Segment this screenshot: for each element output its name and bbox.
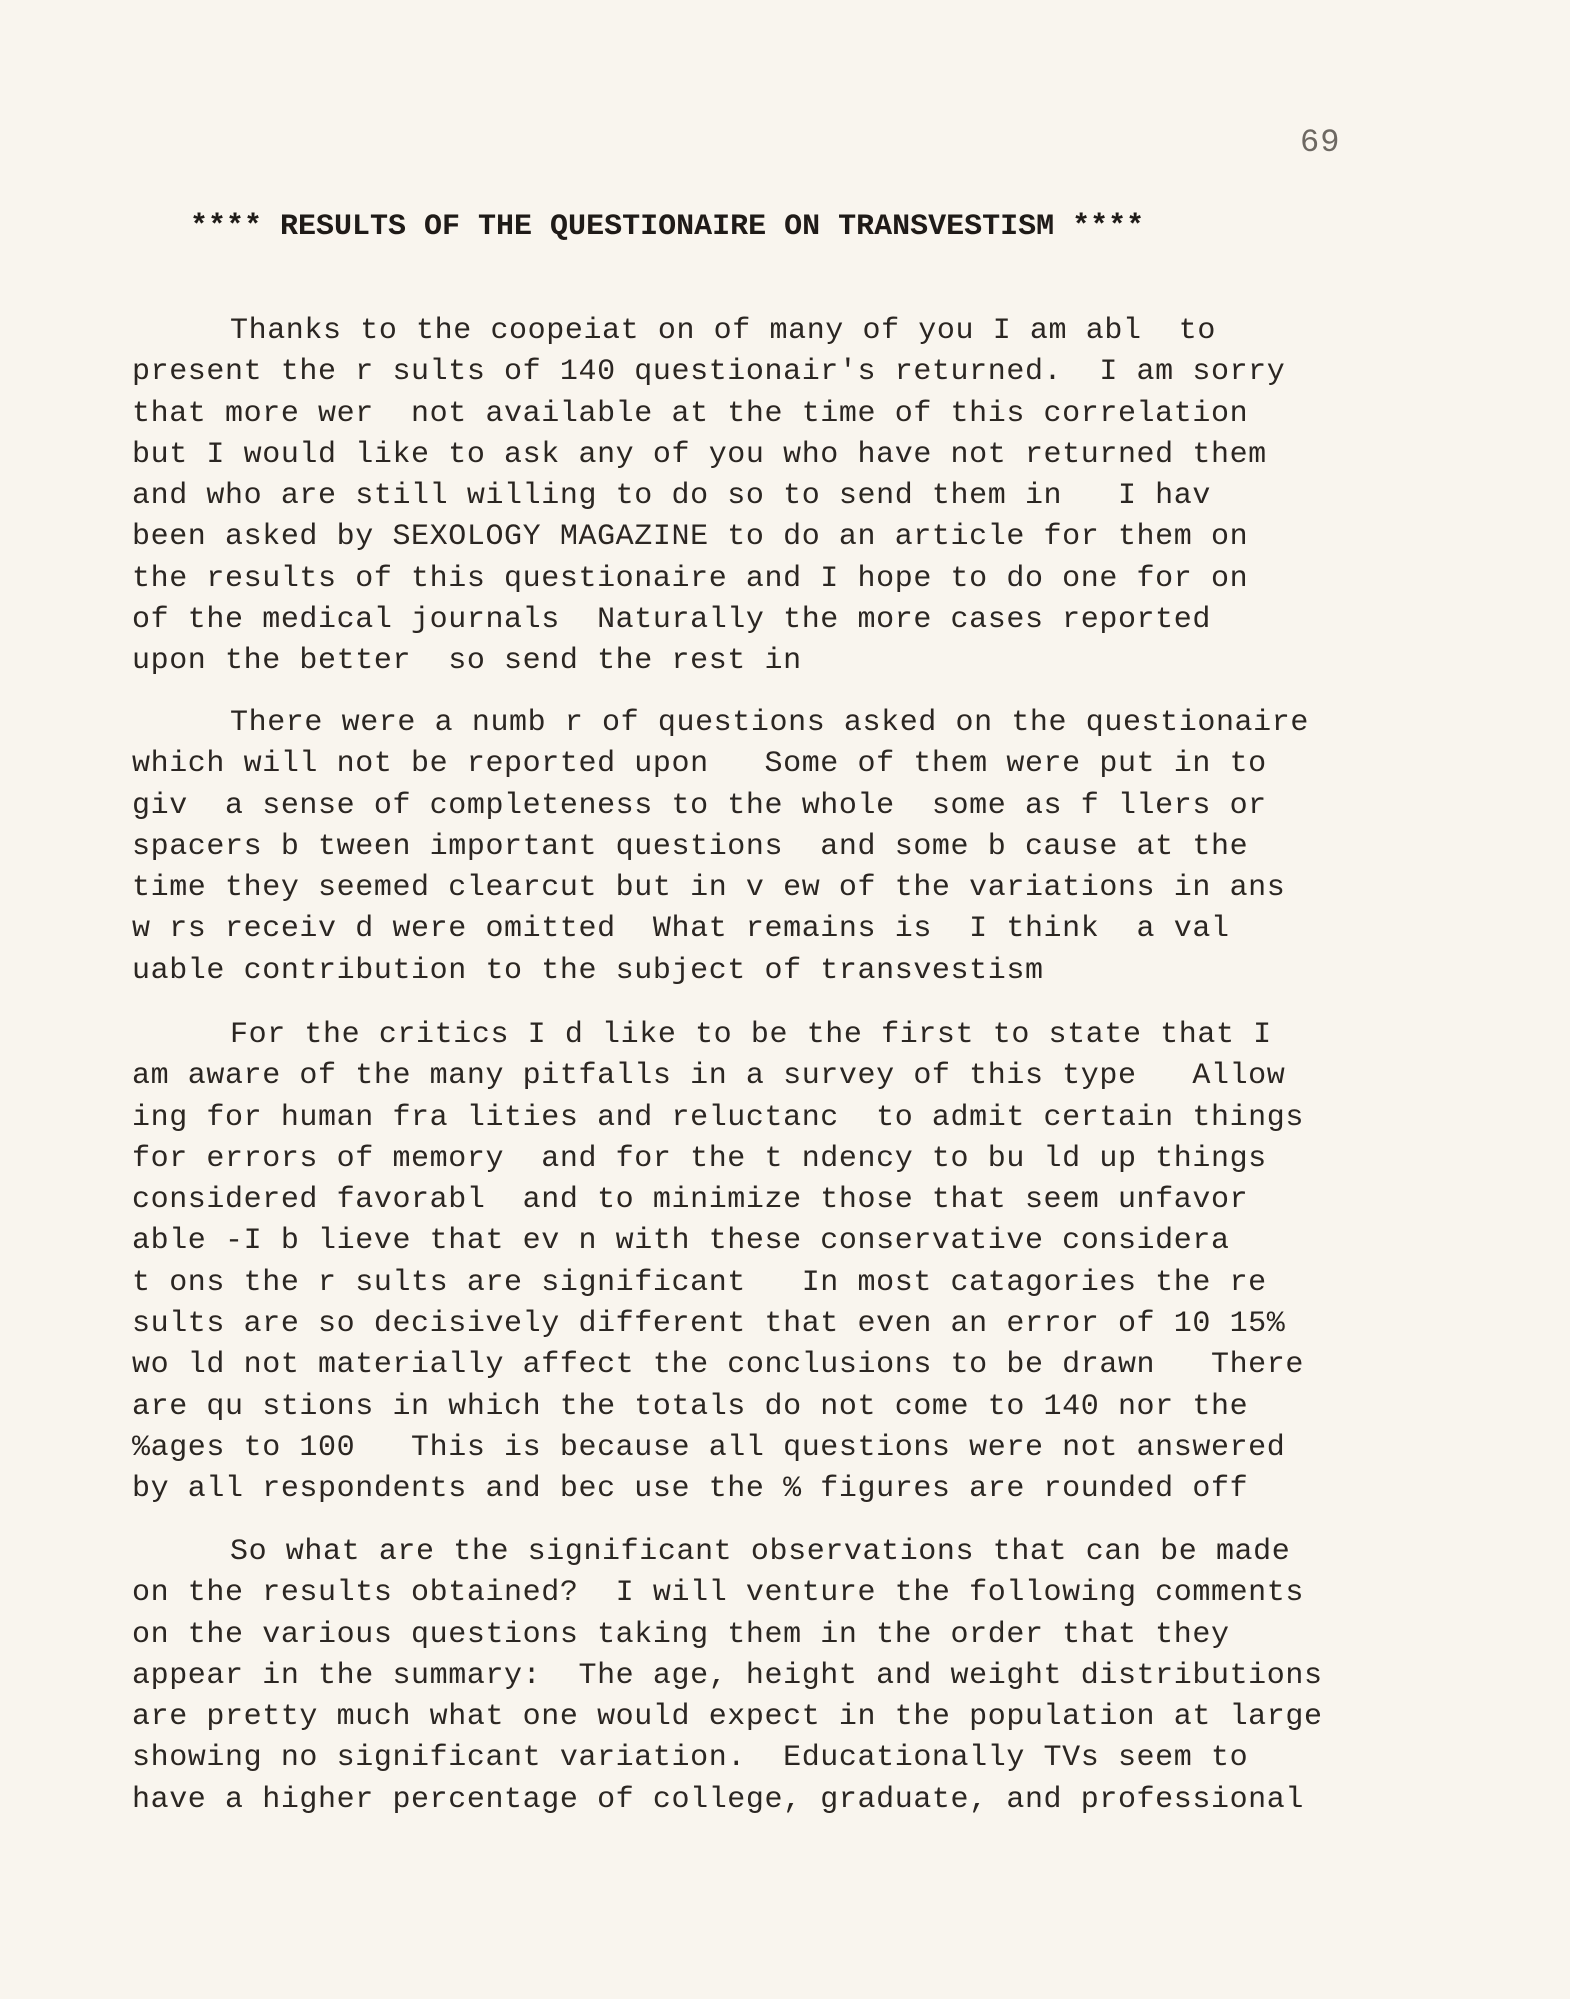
text-line: wo ld not materially affect the conclusions to be drawn There xyxy=(132,1348,1304,1383)
text-line: There were a numb r of questions asked on the questionaire xyxy=(230,706,1309,740)
text-line: and who are still willing to do so to send them in I hav xyxy=(132,479,1211,514)
text-line: giv a sense of completeness to the whole some as f llers or xyxy=(132,788,1267,823)
text-line: am aware of the many pitfalls in a survey of this type Allow xyxy=(132,1059,1286,1094)
text-line: So what are the significant observations that can be made xyxy=(230,1535,1291,1569)
text-line: for errors of memory and for the t ndency to bu ld up things xyxy=(132,1141,1267,1176)
page-number: 69 xyxy=(1300,124,1341,161)
text-line: that more wer not available at the time of this correlation xyxy=(132,396,1249,431)
text-line: ing for human fra lities and reluctanc to admit certain things xyxy=(132,1100,1304,1135)
text-line: present the r sults of 140 questionair's returned. I am sorry xyxy=(132,355,1286,390)
text-line: showing no significant variation. Educationally TVs seem to xyxy=(132,1741,1249,1776)
text-line: but I would like to ask any of you who have not returned them xyxy=(132,437,1267,472)
text-line: on the results obtained? I will venture the following comments xyxy=(132,1576,1304,1611)
paragraph-2 xyxy=(132,703,1472,992)
text-line: sults are so decisively different that even an error of 10 15% xyxy=(132,1307,1286,1342)
text-line: w rs receiv d were omitted What remains is I think a val xyxy=(132,912,1230,947)
page-title: **** RESULTS OF THE QUESTIONAIRE ON TRANSVESTISM **** xyxy=(190,210,1145,244)
text-line: by all respondents and bec use the % figures are rounded off xyxy=(132,1472,1249,1507)
text-line: spacers b tween important questions and some b cause at the xyxy=(132,829,1249,864)
text-line: able -I b lieve that ev n with these conservative considera xyxy=(132,1224,1230,1259)
text-line: appear in the summary: The age, height and weight distributions xyxy=(132,1658,1323,1693)
text-line: on the various questions taking them in the order that they xyxy=(132,1617,1230,1652)
text-line: uable contribution to the subject of transvestism xyxy=(132,953,1044,988)
paragraph-4 xyxy=(132,1532,1472,1821)
text-line: %ages to 100 This is because all questions were not answered xyxy=(132,1430,1286,1465)
text-line: time they seemed clearcut but in v ew of the variations in ans xyxy=(132,871,1286,906)
text-line: Thanks to the coopeiat on of many of you I am abl to xyxy=(230,314,1216,348)
text-line: upon the better so send the rest in xyxy=(132,644,802,679)
text-line: of the medical journals Naturally the more cases reported xyxy=(132,603,1211,638)
text-line: have a higher percentage of college, graduate, and professional xyxy=(132,1782,1304,1817)
text-line: considered favorabl and to minimize those that seem unfavor xyxy=(132,1183,1249,1218)
text-line: which will not be reported upon Some of them were put in to xyxy=(132,747,1267,782)
text-line: For the critics I d like to be the first to state that I xyxy=(230,1018,1272,1052)
paragraph-1 xyxy=(132,311,1472,683)
text-line: are qu stions in which the totals do not come to 140 nor the xyxy=(132,1389,1249,1424)
paragraph-3 xyxy=(132,1015,1472,1511)
text-line: the results of this questionaire and I hope to do one for on xyxy=(132,561,1249,596)
text-line: been asked by SEXOLOGY MAGAZINE to do an article for them on xyxy=(132,520,1249,555)
text-line: t ons the r sults are significant In most catagories the re xyxy=(132,1265,1267,1300)
text-line: are pretty much what one would expect in the population at large xyxy=(132,1700,1323,1735)
